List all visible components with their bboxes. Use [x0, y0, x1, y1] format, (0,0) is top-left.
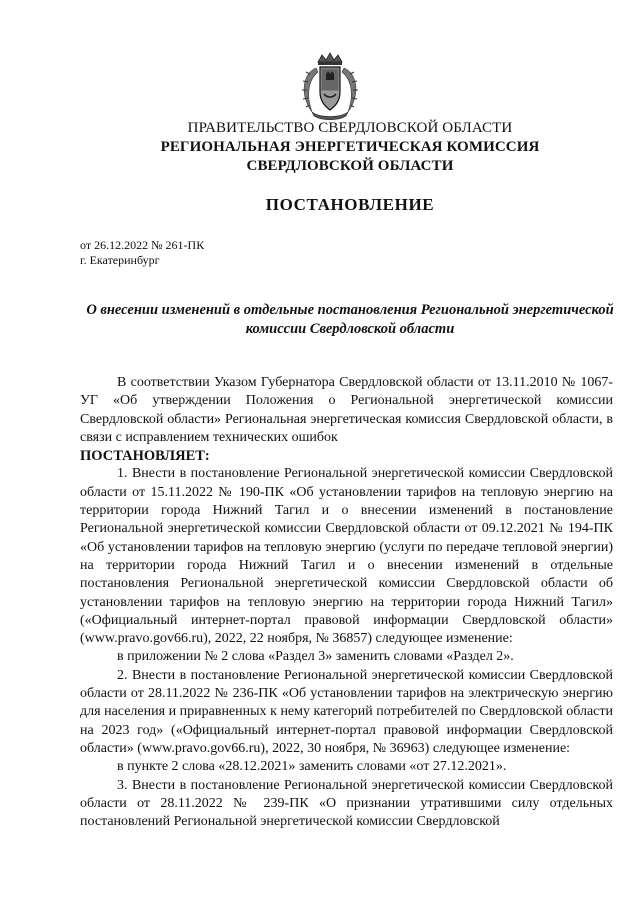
item-1-paragraph: 1. Внести в постановление Региональной энергетической комиссии Свердловской области от 15.11.2022 № 190-ПК «Об установлении тарифов на тепловую энергию на территории города Нижний Тагил и о внесении изменений в постановление Региональной энергетической комиссии Свердловской области от 09.12.2021 № 194-ПК «Об установлении тарифов на тепловую энергию (услуги по передаче тепловой энергии) на территории города Нижний Тагил и о внесении изменений в отдельные постановления Региональной энергетической комиссии Свердловской области об установлении тарифов на тепловую энергию на территории города Нижний Тагил» («Официальный интернет-портал правовой информации Свердловской области» (www.pravo.gov66.ru), 2022, 22 ноября, № 36857) следующее изменение: [80, 466, 613, 647]
item-2-change: в пункте 2 слова «28.12.2021» заменить словами «от 27.12.2021». [117, 759, 507, 775]
item-3-paragraph: 3. Внести в постановление Региональной энергетической комиссии Свердловской области от 28.11.2022 № 239-ПК «О признании утратившими силу отдельных постановлений Региональной энергетической комиссии Свердловской [80, 777, 613, 830]
document-body [80, 374, 613, 831]
item-2-paragraph: 2. Внести в постановление Региональной энергетической комиссии Свердловской области от 28.11.2022 № 236-ПК «Об установлении тарифов на электрическую энергию для населения и приравненных к нему категорий потребителей по Свердловской области на 2023 год» («Официальный интернет-портал правовой информации Свердловской области» (www.pravo.gov66.ru), 2022, 30 ноября, № 36963) следующее изменение: [80, 667, 613, 756]
government-name: ПРАВИТЕЛЬСТВО СВЕРДЛОВСКОЙ ОБЛАСТИ [187, 120, 513, 136]
preamble-paragraph: В соответствии Указом Губернатора Свердловской области от 13.11.2010 № 1067-УГ «Об утверждении Положения о Региональной энергетической комиссии Свердловской области» Региональная энергетическая комиссия Свердловской области, в связи с исправлением технических ошибок [80, 375, 613, 445]
decree-word: ПОСТАНОВЛЯЕТ: [80, 448, 210, 465]
document-date-number: от 26.12.2022 № 261-ПК [80, 238, 205, 252]
document-type-title: ПОСТАНОВЛЕНИЕ [265, 195, 435, 214]
commission-name-line2: СВЕРДЛОВСКОЙ ОБЛАСТИ [246, 158, 454, 174]
coat-of-arms-emblem-icon [296, 52, 364, 122]
commission-name-line1: РЕГИОНАЛЬНАЯ ЭНЕРГЕТИЧЕСКАЯ КОМИССИЯ [160, 139, 540, 155]
document-city: г. Екатеринбург [80, 253, 160, 267]
document-subject: О внесении изменений в отдельные постановления Региональной энергетической комиссии Свердловской области [86, 302, 614, 337]
item-1-change: в приложении № 2 слова «Раздел 3» заменить словами «Раздел 2». [117, 649, 514, 665]
